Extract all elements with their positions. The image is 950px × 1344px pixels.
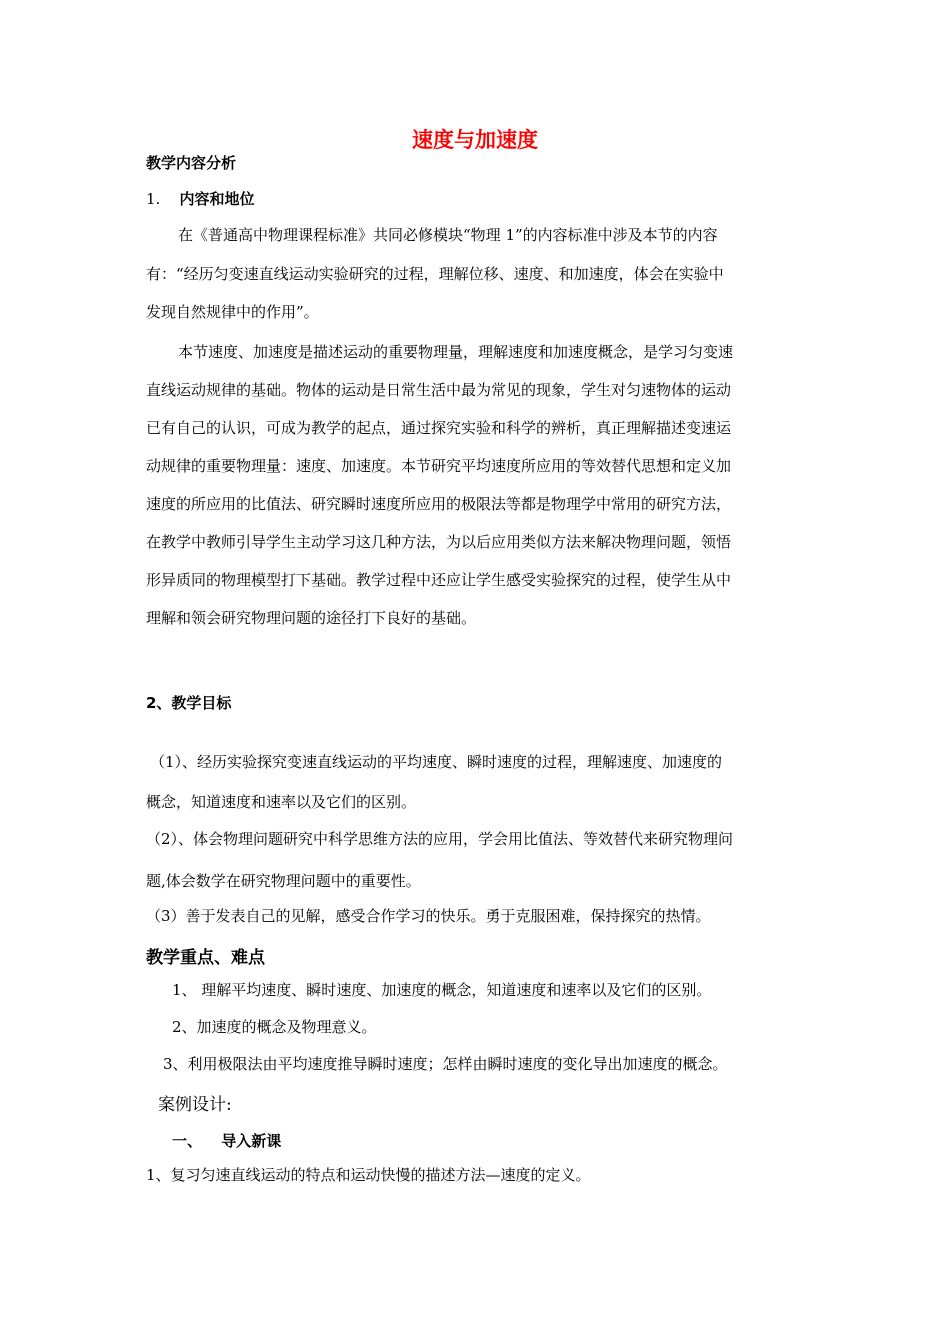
goal2-line-2: 题,体会数学在研究物理问题中的重要性。: [146, 872, 421, 890]
subheading-text: 导入新课: [221, 1132, 282, 1150]
paragraph2-line-8: 理解和领会研究物理问题的途径打下良好的基础。: [146, 609, 477, 627]
key-point-2: 2、加速度的概念及物理意义。: [172, 1018, 377, 1036]
paragraph2-line-3: 已有自己的认识，可成为教学的起点，通过探究实验和科学的辨析，真正理解描述变速运: [146, 419, 732, 437]
section-heading-case-design: 案例设计:: [158, 1095, 232, 1115]
paragraph2-line-2: 直线运动规律的基础。物体的运动是日常生活中最为常见的现象，学生对匀速物体的运动: [146, 381, 732, 399]
paragraph1-line-3: 发现自然规律中的作用”。: [146, 303, 319, 321]
goal2-line-1: （2）、体会物理问题研究中科学思维方法的应用，学会用比值法、等效替代来研究物理问: [146, 830, 734, 848]
paragraph1-line-2: 有：“经历匀变速直线运动实验研究的过程，理解位移、速度、和加速度，体会在实验中: [146, 265, 724, 283]
goal1-line-2: 概念，知道速度和速率以及它们的区别。: [146, 793, 417, 811]
section-heading-key-points: 教学重点、难点: [146, 948, 265, 968]
paragraph2-line-6: 在教学中教师引导学生主动学习这几种方法，为以后应用类似方法来解决物理问题，领悟: [146, 533, 732, 551]
subheading-content-position: [146, 188, 255, 209]
section-heading-teaching-goals: 2、教学目标: [146, 694, 232, 712]
paragraph2-line-4: 动规律的重要物理量：速度、加速度。本节研究平均速度所应用的等效替代思想和定义加: [146, 457, 732, 475]
paragraph2-line-5: 速度的所应用的比值法、研究瞬时速度所应用的极限法等都是物理学中常用的研究方法，: [146, 495, 732, 513]
case-item-1: 1、复习匀速直线运动的特点和运动快慢的描述方法—速度的定义。: [146, 1166, 591, 1184]
goal1-line-1: （1）、经历实验探究变速直线运动的平均速度、瞬时速度的过程，理解速度、加速度的: [150, 753, 723, 771]
subheading-number: 1.: [146, 190, 161, 208]
paragraph2-line-7: 形异质同的物理模型打下基础。教学过程中还应让学生感受实验探究的过程，使学生从中: [146, 571, 732, 589]
key-point-1: 1、 理解平均速度、瞬时速度、加速度的概念，知道速度和速率以及它们的区别。: [172, 981, 712, 999]
section-heading-content-analysis: 教学内容分析: [146, 154, 237, 172]
subheading-number: 一、: [172, 1132, 203, 1150]
paragraph2-line-1: 本节速度、加速度是描述运动的重要物理量，理解速度和加速度概念，是学习匀变速: [178, 343, 734, 361]
document-title: 速度与加速度: [412, 128, 538, 152]
goal3-line: （3）善于发表自己的见解，感受合作学习的快乐。勇于克服困难，保持探究的热情。: [146, 907, 711, 925]
subheading-text: 内容和地位: [179, 190, 255, 208]
subheading-intro-lesson: [172, 1130, 281, 1151]
key-point-3: 3、利用极限法由平均速度推导瞬时速度；怎样由瞬时速度的变化导出加速度的概念。: [163, 1055, 728, 1073]
paragraph1-line-1: 在《普通高中物理课程标准》共同必修模块“物理 1”的内容标准中涉及本节的内容: [178, 226, 718, 244]
